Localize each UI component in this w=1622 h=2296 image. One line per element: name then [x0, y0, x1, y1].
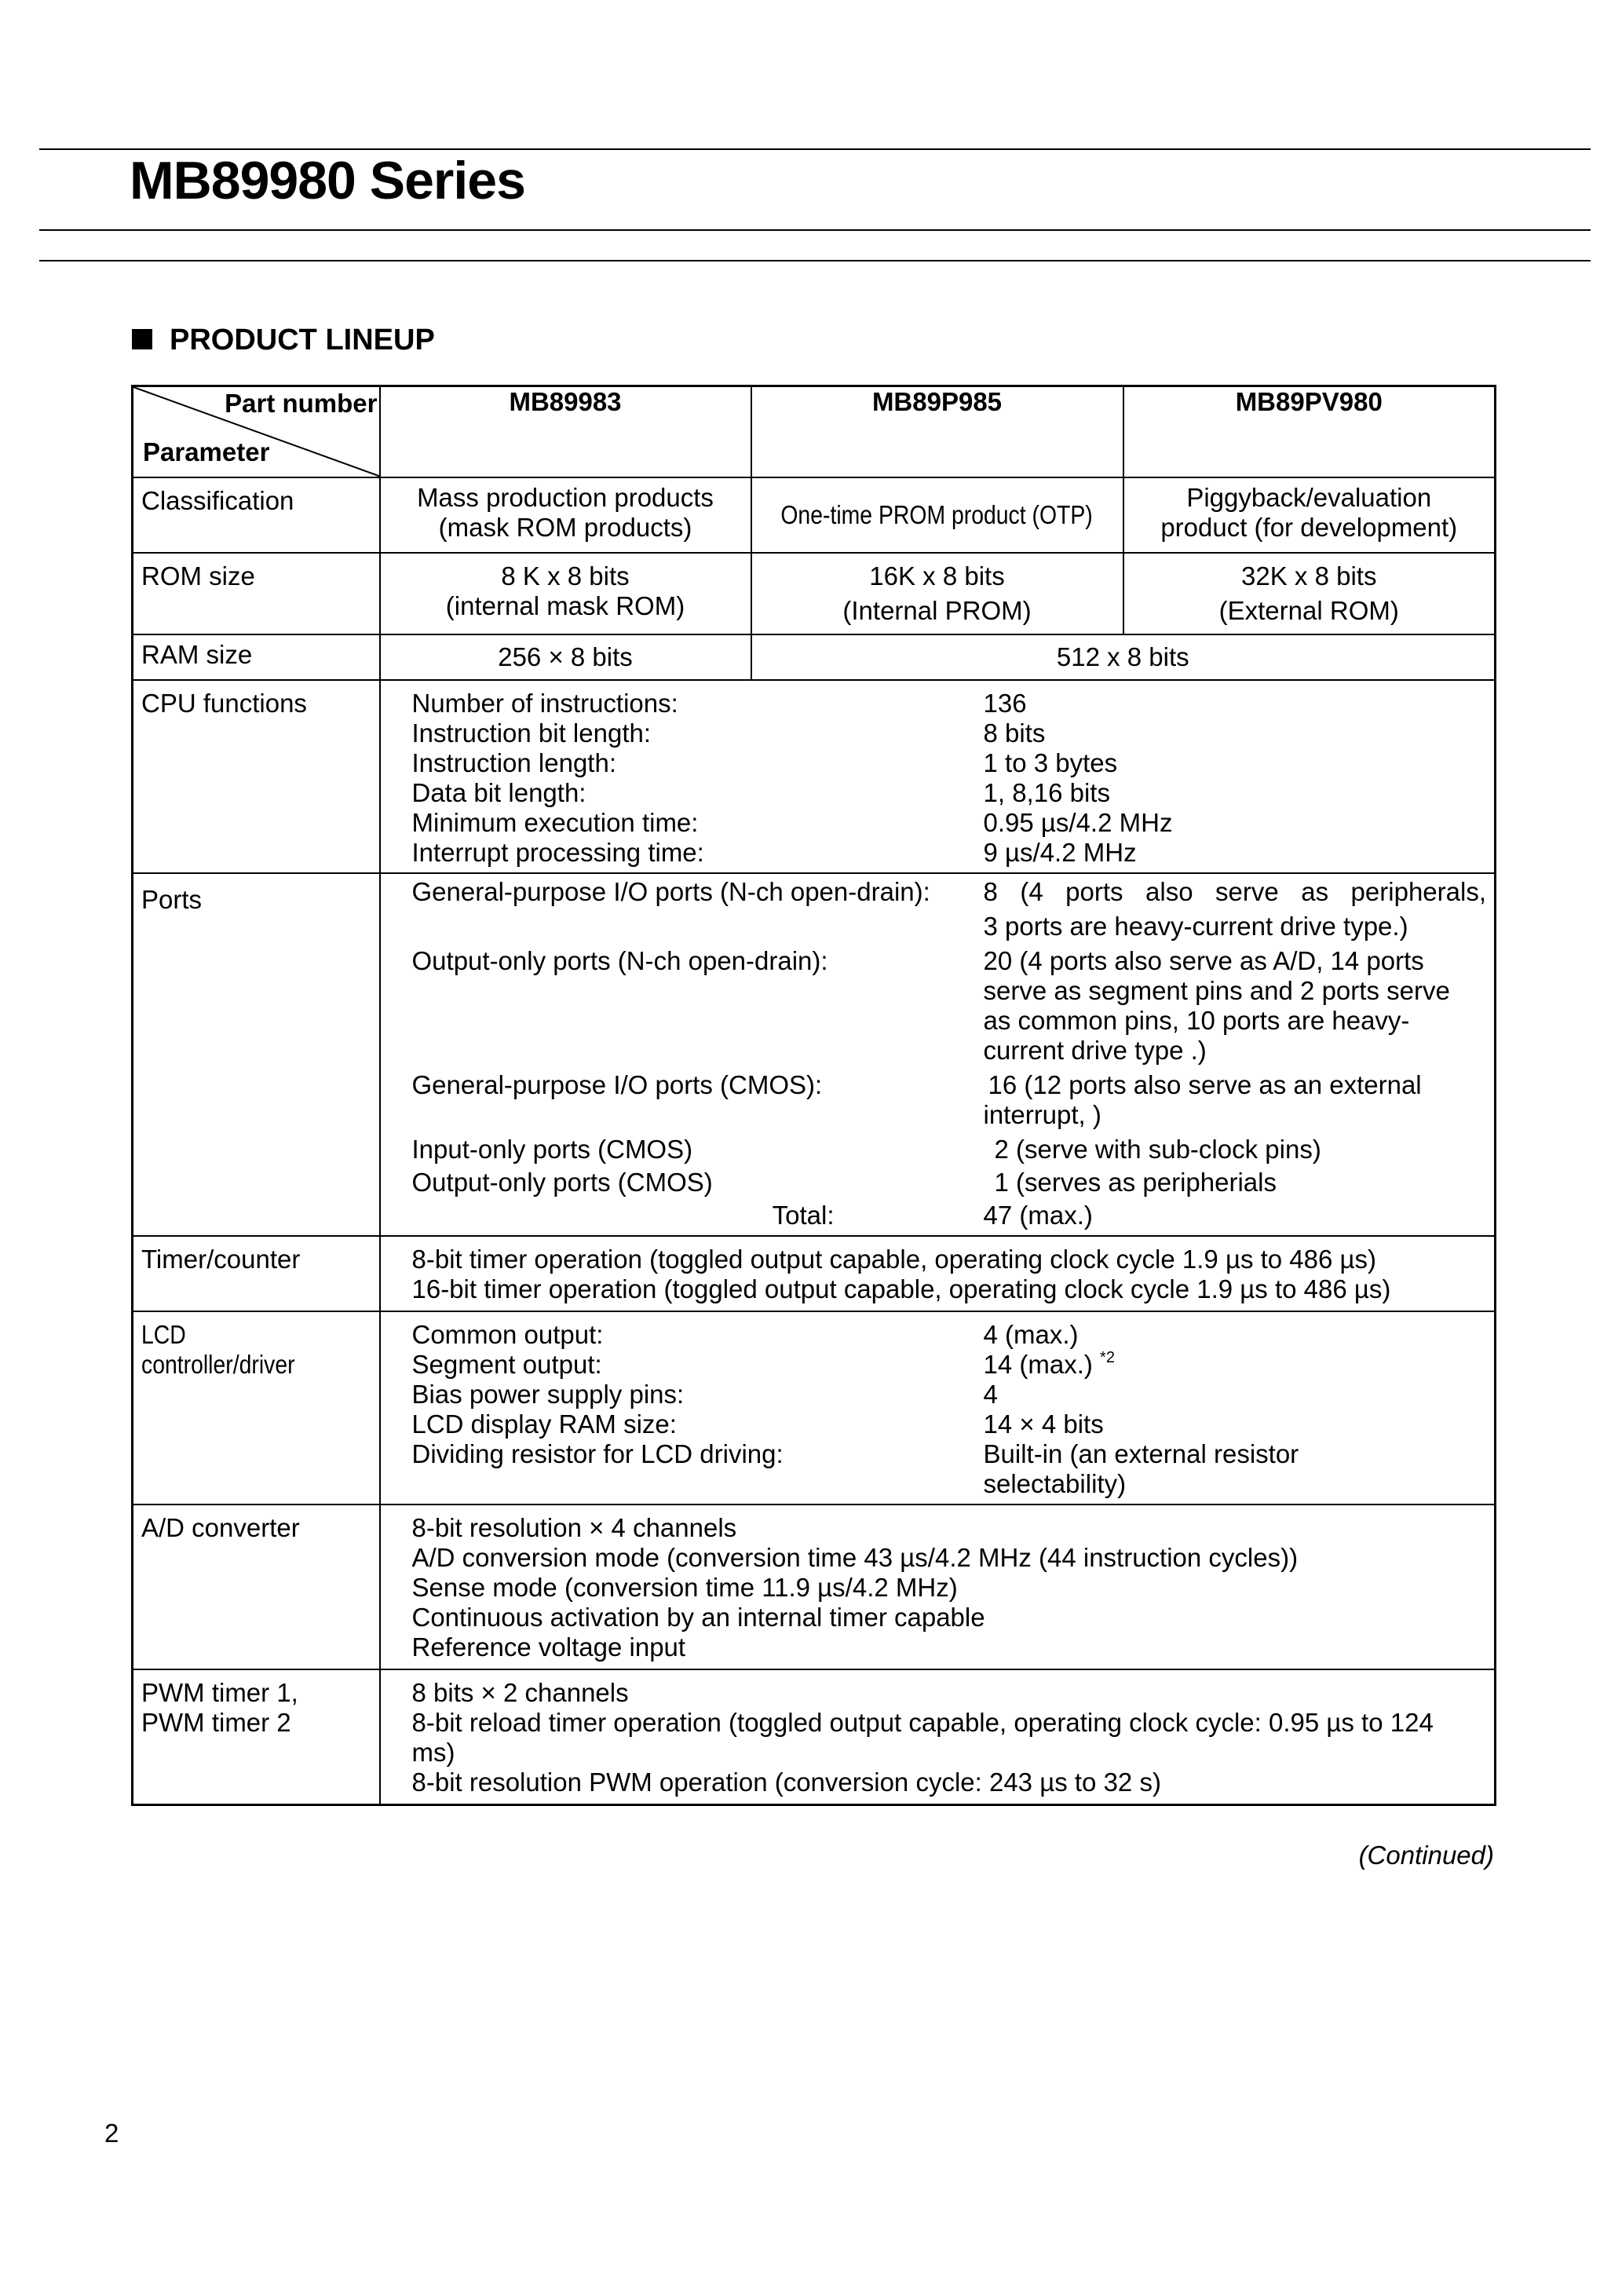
- cell-line: (Internal PROM): [842, 596, 1032, 625]
- param-label: Ports: [133, 873, 380, 1236]
- cpu-cell: [380, 680, 1496, 873]
- table-row-cpu: [133, 680, 1496, 873]
- title-rule-lower: [39, 260, 1591, 261]
- spec-value: [984, 1066, 1487, 1130]
- spec-value: Built-in (an external resistor: [983, 1439, 1299, 1468]
- rom-cell: [751, 553, 1123, 634]
- spec-value: 1 (serves as peripherials: [994, 1168, 1277, 1197]
- spec-value: 4 (max.): [983, 1320, 1079, 1349]
- spec-label: Data bit length:: [411, 778, 586, 807]
- spec-label: Instruction bit length:: [411, 718, 652, 748]
- classification-cell: [380, 477, 751, 553]
- part-number-label: Part number: [225, 389, 378, 418]
- header-row: [133, 386, 1496, 478]
- param-label: ROM size: [133, 553, 380, 634]
- spec-value: 9 µs/4.2 MHz: [983, 838, 1137, 867]
- spec-label: Segment output:: [411, 1350, 602, 1379]
- top-rule: [39, 148, 1591, 150]
- cell-line: product (for development): [1160, 513, 1458, 542]
- value-line: 16 (12 ports also serve as an external: [988, 1070, 1422, 1099]
- cell-line: 32K x 8 bits: [1241, 561, 1377, 590]
- parameter-label: Parameter: [143, 437, 270, 466]
- param-label: Classification: [133, 477, 380, 553]
- classification-cell: [751, 477, 1123, 553]
- spec-label: Minimum execution time:: [411, 808, 699, 837]
- spec-label: General-purpose I/O ports (CMOS):: [411, 1070, 823, 1099]
- column-header-mb89pv980: MB89PV980: [1123, 386, 1496, 478]
- ram-cell: 512 x 8 bits: [751, 634, 1496, 680]
- spec-line: 8-bit resolution PWM operation (conversion cycle: 243 µs to 32 s): [411, 1768, 1161, 1797]
- spec-label: LCD display RAM size:: [411, 1409, 677, 1439]
- table-row-ram: [133, 634, 1496, 680]
- spec-value: 3 ports are heavy-current drive type.): [983, 912, 1408, 941]
- column-header-mb89983: MB89983: [380, 386, 751, 478]
- spec-value: 136: [983, 689, 1027, 718]
- section-heading: [132, 325, 435, 355]
- cell-line: One-time PROM product (OTP): [780, 500, 1094, 529]
- spec-line: 8-bit reload timer operation (toggled output capable, operating clock cycle: 0.95 µs to 124: [411, 1708, 1434, 1737]
- cell-line: 8 K x 8 bits: [501, 561, 630, 590]
- lcd-cell: [380, 1311, 1496, 1504]
- param-label-line: PWM timer 2: [141, 1708, 291, 1737]
- spec-value: 8 bits: [983, 718, 1046, 748]
- cell-line: Piggyback/evaluation: [1186, 483, 1432, 512]
- value-line: current drive type .): [983, 1036, 1207, 1065]
- total-label: Total:: [772, 1201, 835, 1230]
- spec-label: Instruction length:: [411, 748, 616, 777]
- table-row-ports: [133, 873, 1496, 1236]
- cell-line: (internal mask ROM): [445, 591, 685, 620]
- document-title: MB89980 Series: [130, 151, 525, 210]
- spec-label: Dividing resistor for LCD driving:: [411, 1439, 784, 1468]
- continued-note: (Continued): [1358, 1841, 1494, 1870]
- spec-value: selectability): [983, 1469, 1127, 1498]
- spec-line: Continuous activation by an internal timer capable: [411, 1603, 985, 1632]
- cell-line: (External ROM): [1218, 596, 1399, 625]
- cell-line: 16K x 8 bits: [869, 561, 1005, 590]
- table-row-pwm: [133, 1669, 1496, 1805]
- footnote-mark: *2: [1100, 1349, 1115, 1366]
- title-rule: [39, 229, 1591, 231]
- spec-value: 4: [983, 1380, 998, 1409]
- pwm-cell: [380, 1669, 1496, 1805]
- total-value: 47 (max.): [983, 1201, 1093, 1230]
- param-label-line: PWM timer 1,: [141, 1678, 298, 1707]
- spec-label: Common output:: [411, 1320, 604, 1349]
- spec-line: 8-bit resolution × 4 channels: [411, 1513, 737, 1542]
- classification-cell: [1123, 477, 1496, 553]
- spec-value: 1, 8,16 bits: [983, 778, 1110, 807]
- spec-value: [984, 941, 1487, 1066]
- spec-line: ms): [411, 1738, 455, 1767]
- spec-value-text: 14 (max.): [983, 1350, 1093, 1379]
- spec-line: 8-bit timer operation (toggled output capable, operating clock cycle 1.9 µs to 486 µs): [411, 1245, 1377, 1274]
- param-label: RAM size: [133, 634, 380, 680]
- spec-label: Output-only ports (N-ch open-drain):: [411, 946, 828, 975]
- spec-line: A/D conversion mode (conversion time 43 µs/4.2 MHz (44 instruction cycles)): [411, 1543, 1299, 1572]
- value-line: interrupt, ): [983, 1100, 1101, 1129]
- spec-label: Output-only ports (CMOS): [411, 1168, 713, 1197]
- spec-label: General-purpose I/O ports (N-ch open-drain):: [411, 877, 930, 906]
- spec-value: 0.95 µs/4.2 MHz: [983, 808, 1173, 837]
- spec-line: Reference voltage input: [411, 1632, 686, 1662]
- spec-line: 8 bits × 2 channels: [411, 1678, 629, 1707]
- timer-cell: [380, 1236, 1496, 1311]
- spec-label: [412, 1469, 984, 1499]
- spec-value: 2 (serve with sub-clock pins): [994, 1135, 1321, 1164]
- ports-cell: [380, 873, 1496, 1236]
- spec-label: Input-only ports (CMOS): [411, 1135, 693, 1164]
- spec-value: 8 (4 ports also serve as peripherals,: [983, 877, 1486, 906]
- param-label: [133, 1311, 380, 1504]
- adc-cell: [380, 1504, 1496, 1669]
- value-line: serve as segment pins and 2 ports serve: [983, 976, 1450, 1005]
- spec-value: [984, 1350, 1487, 1380]
- spec-value: 1 to 3 bytes: [983, 748, 1118, 777]
- table-row-timer: [133, 1236, 1496, 1311]
- column-header-mb89p985: MB89P985: [751, 386, 1123, 478]
- rom-cell: [1123, 553, 1496, 634]
- cell-line: Mass production products: [417, 483, 714, 512]
- spec-line: Sense mode (conversion time 11.9 µs/4.2 MHz): [411, 1573, 958, 1602]
- product-lineup-table: [131, 385, 1496, 1806]
- param-label: CPU functions: [133, 680, 380, 873]
- value-line: 20 (4 ports also serve as A/D, 14 ports: [983, 946, 1424, 975]
- spec-value: 14 × 4 bits: [983, 1409, 1104, 1439]
- rom-cell: [380, 553, 751, 634]
- cell-line: (mask ROM products): [438, 513, 692, 542]
- spec-line: 16-bit timer operation (toggled output capable, operating clock cycle 1.9 µs to 486 µs): [411, 1274, 1391, 1303]
- value-line: as common pins, 10 ports are heavy-: [983, 1006, 1410, 1035]
- table-row-classification: [133, 477, 1496, 553]
- param-label-text: LCD controller/driver: [141, 1320, 295, 1379]
- param-label: [133, 1669, 380, 1805]
- ram-cell: 256 × 8 bits: [380, 634, 751, 680]
- page-number: 2: [104, 2119, 119, 2148]
- param-label: A/D converter: [133, 1504, 380, 1669]
- spec-label: Number of instructions:: [411, 689, 678, 718]
- table-row-lcd: [133, 1311, 1496, 1504]
- corner-cell: [133, 386, 380, 478]
- table-row-adc: [133, 1504, 1496, 1669]
- param-label: Timer/counter: [133, 1236, 380, 1311]
- square-bullet-icon: [132, 329, 152, 349]
- spec-label: Bias power supply pins:: [411, 1380, 685, 1409]
- section-heading-text: PRODUCT LINEUP: [170, 324, 435, 356]
- table-row-rom: [133, 553, 1496, 634]
- spec-label: Interrupt processing time:: [411, 838, 704, 867]
